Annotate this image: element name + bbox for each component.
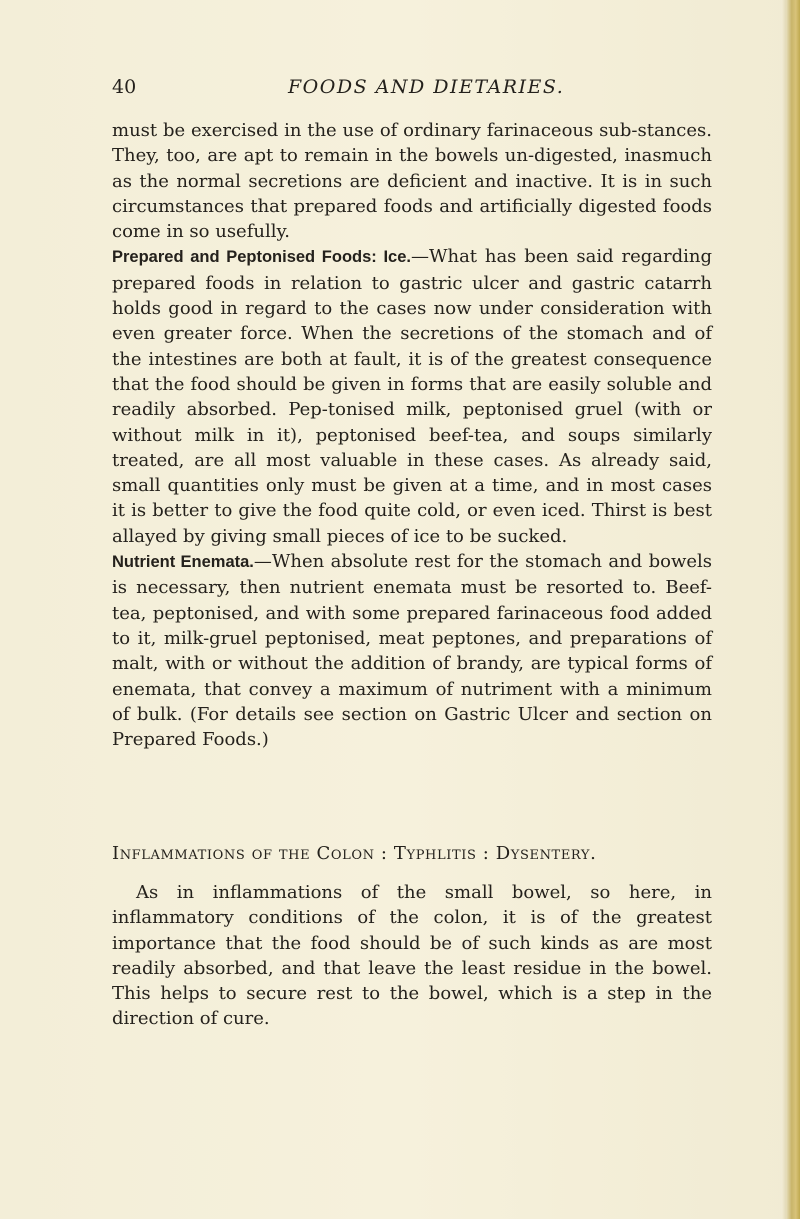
- paragraph-text: —When absolute rest for the stomach and bowels is necessary, then nutrient enemata must be resorted to. Beef-tea, peptonised, and with some prepared farinaceous food added to it, milk-gruel peptonised, meat peptones, and preparations of malt, with or without the addition of brandy, are typical forms of enemata, that convey a maximum of nutriment with a minimum of bulk. (For details see section on Gastric Ulcer and section on Prepared Foods.): [112, 551, 712, 751]
- paragraph-prepared-foods: [112, 244, 712, 549]
- side-heading: Prepared and Peptonised Foods: Ice.: [112, 248, 411, 267]
- page-header: [112, 76, 712, 106]
- running-title: FOODS AND DIETARIES.: [288, 76, 565, 98]
- page-number: 40: [112, 76, 137, 98]
- paragraph-text: —What has been said regarding prepared foods in relation to gastric ulcer and gastric catarrh holds good in regard to the cases now under consideration with even greater force. When the secretions of the stomach and of the intestines are both at fault, it is of the greatest consequence that the food should be given in forms that are easily soluble and readily absorbed. Pep-tonised milk, peptonised gruel (with or without milk in it), peptonised beef-tea, and soups similarly treated, are all most valuable in these cases. As already said, small quantities only must be given at a time, and in most cases it is better to give the food quite cold, or even iced. Thirst is best allayed by giving small pieces of ice to be sucked.: [112, 246, 712, 547]
- paragraph-continuation: [112, 118, 712, 244]
- section-heading: Inflammations of the Colon : Typhlitis : Dysentery.: [112, 843, 597, 864]
- paragraph-nutrient-enemata: [112, 549, 712, 752]
- side-heading: Nutrient Enemata.: [112, 553, 254, 572]
- page-edge: [786, 0, 800, 1219]
- section-paragraph: As in inflammations of the small bowel, so here, in inflammatory conditions of the colon, it is of the greatest importance that the food should be of such kinds as are most readily absorbed, and that leave the least residue in the bowel. This helps to secure rest to the bowel, which is a step in the direction of cure.: [112, 882, 712, 1030]
- section-body: [112, 880, 712, 1032]
- body-text: [112, 118, 712, 752]
- paragraph-text: must be exercised in the use of ordinary farinaceous sub-stances. They, too, are apt to remain in the bowels un-digested, inasmuch as the normal secretions are deficient and inactive. It is in such circumstances that prepared foods and artificially digested foods come in so usefully.: [112, 120, 712, 243]
